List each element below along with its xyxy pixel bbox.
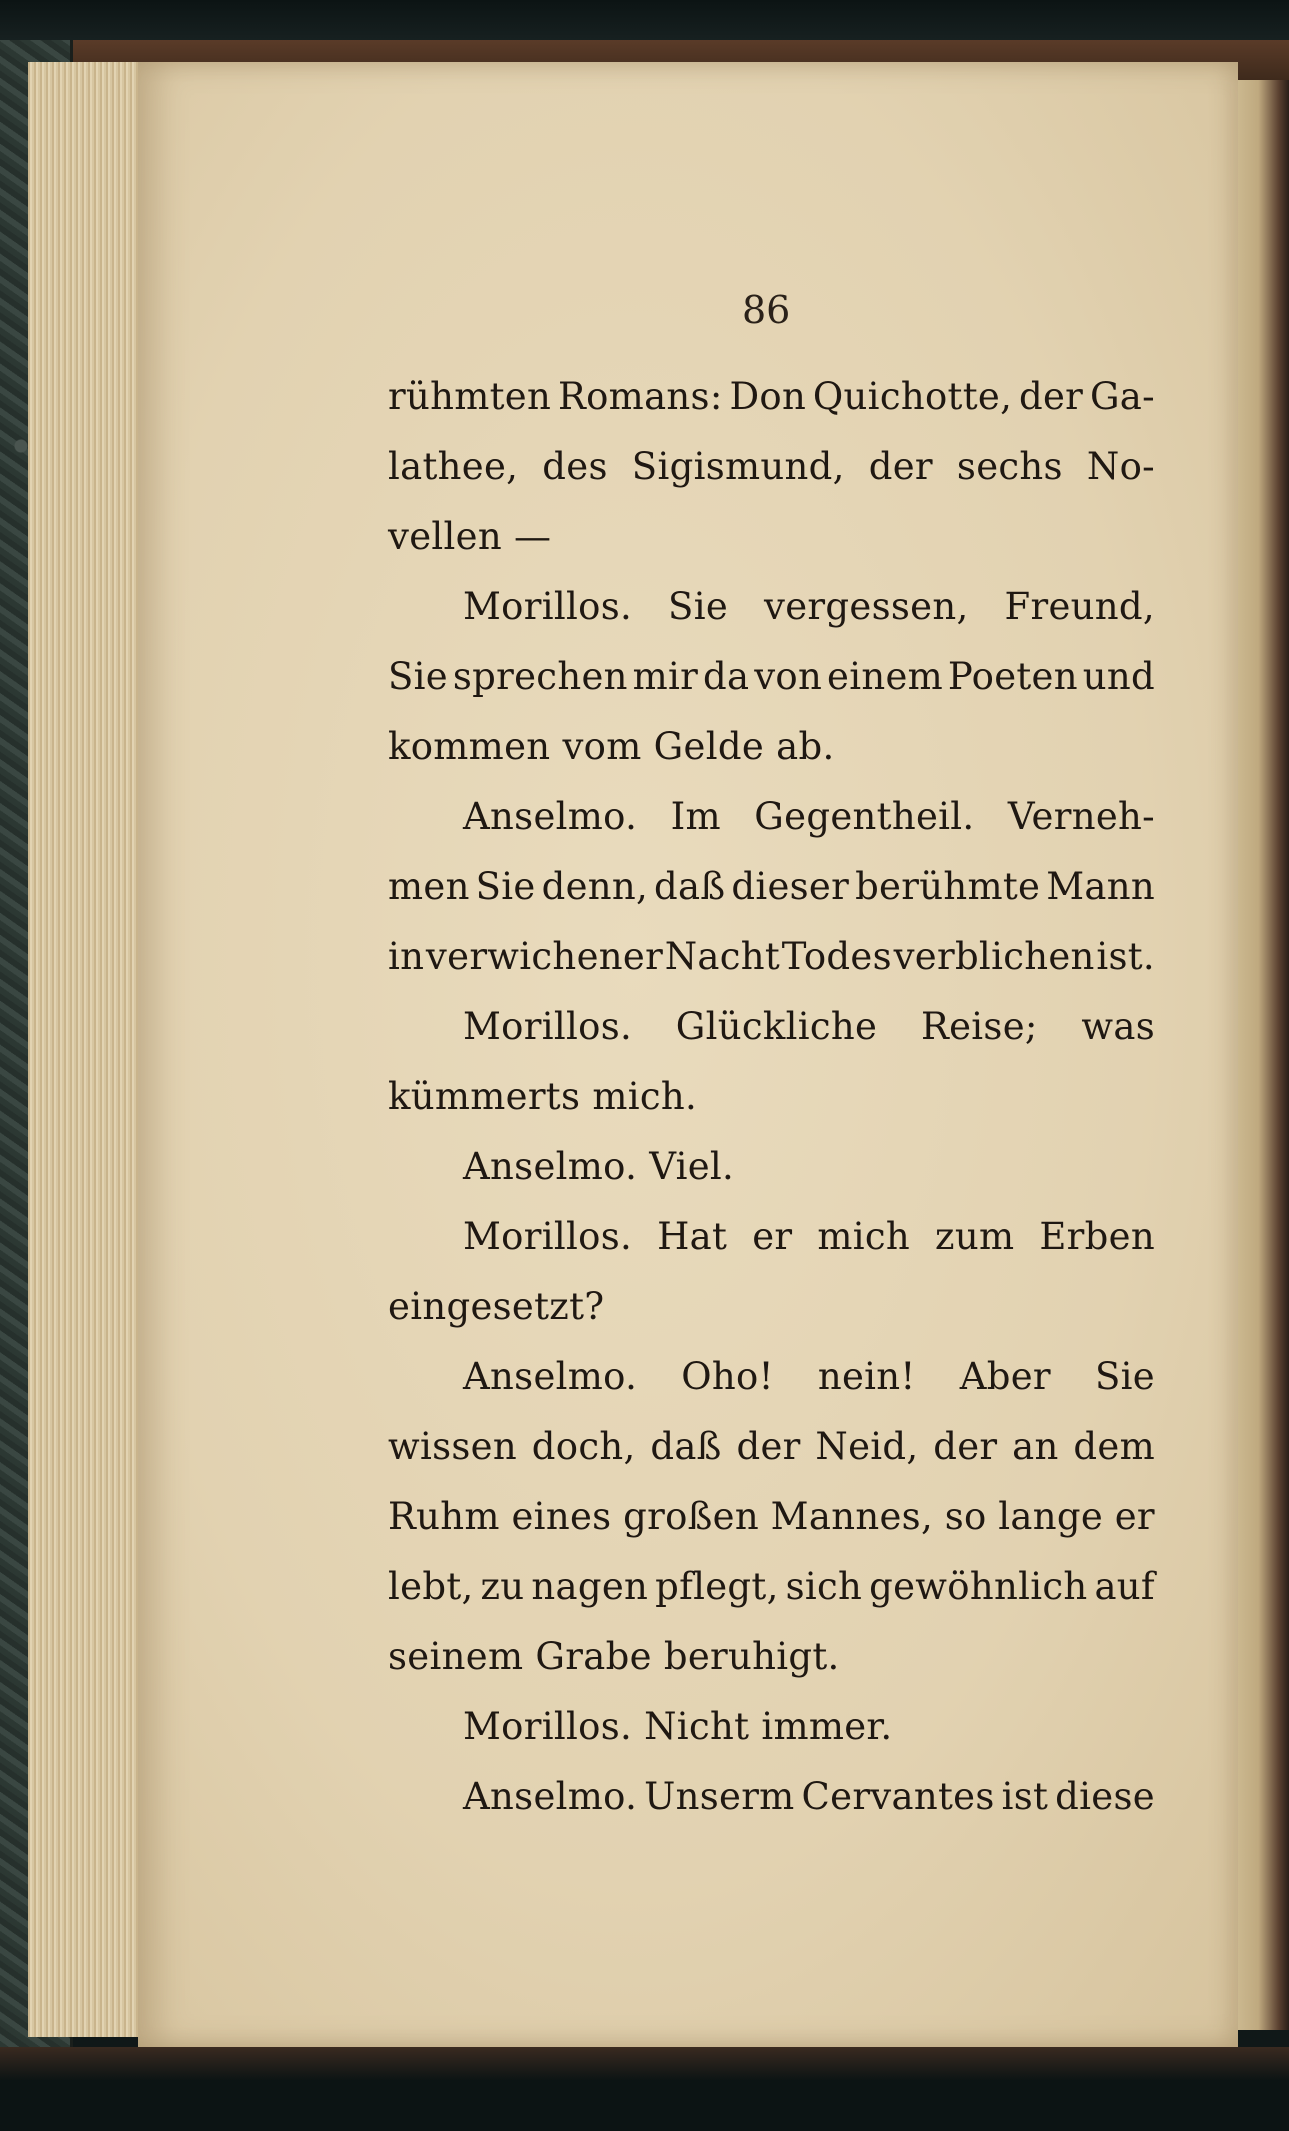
text-line: wissen doch, daß der Neid, der an dem [388, 1425, 1155, 1468]
text-line: Morillos. Glückliche Reise; was [463, 1005, 1155, 1048]
text-line: Morillos. Nicht immer. [463, 1705, 893, 1748]
text-line: in verwichener Nacht Todes verblichen ist. [388, 935, 1155, 978]
book-page [138, 62, 1238, 2047]
text-line: seinem Grabe beruhigt. [388, 1635, 840, 1678]
text-line: Anselmo. Viel. [463, 1145, 735, 1188]
text-line: Sie sprechen mir da von einem Poeten und [388, 655, 1155, 698]
text-line: lathee, des Sigismund, der sechs No- [388, 445, 1155, 488]
page-edges-left [28, 62, 143, 2037]
text-line: Anselmo. Unserm Cervantes ist diese [463, 1775, 1155, 1818]
text-line: lebt, zu nagen pflegt, sich gewöhnlich auf [388, 1565, 1155, 1608]
background-bottom [0, 2047, 1289, 2131]
text-line: Morillos. Sie vergessen, Freund, [463, 585, 1155, 628]
text-line: kümmerts mich. [388, 1075, 698, 1118]
page-number: 86 [742, 288, 791, 332]
text-line: Anselmo. Im Gegentheil. Verneh- [463, 795, 1155, 838]
text-line: vellen — [388, 515, 552, 558]
text-line: kommen vom Gelde ab. [388, 725, 835, 768]
text-line: eingesetzt? [388, 1285, 605, 1328]
text-line: Anselmo. Oho! nein! Aber Sie [463, 1355, 1155, 1398]
text-line: men Sie denn, daß dieser berühmte Mann [388, 865, 1155, 908]
text-line: Morillos. Hat er mich zum Erben [463, 1215, 1155, 1258]
text-line: Ruhm eines großen Mannes, so lange er [388, 1495, 1155, 1538]
page-edge-right [1238, 80, 1289, 2030]
text-line: rühmten Romans: Don Quichotte, der Ga- [388, 375, 1155, 418]
